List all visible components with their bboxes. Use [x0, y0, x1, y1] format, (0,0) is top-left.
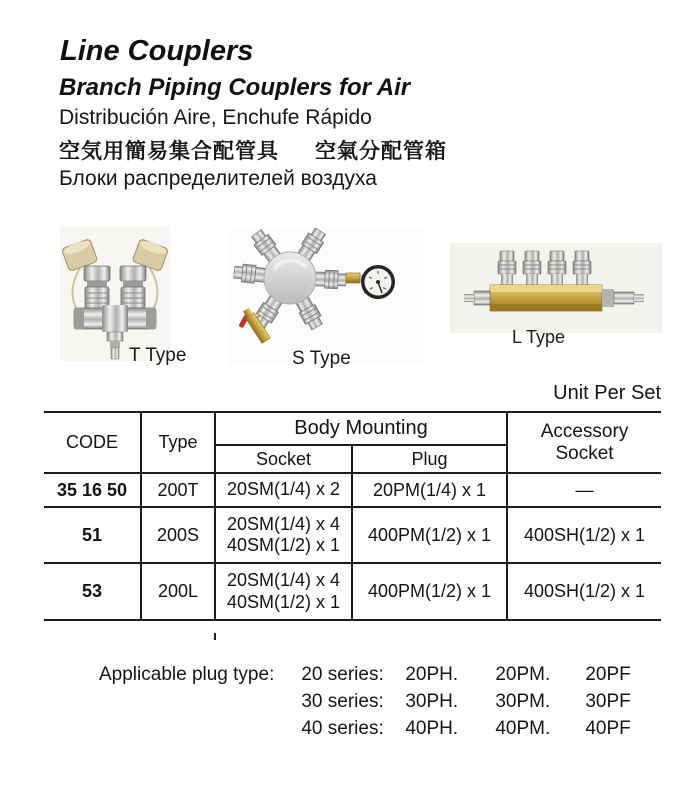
s-type-caption: S Type: [292, 348, 351, 369]
manifold-bar: [490, 285, 602, 311]
socket-cell: [215, 473, 352, 507]
t-type-image: [60, 226, 170, 361]
subtitle-japanese: 空気用簡易集合配管具: [59, 140, 279, 163]
scan-artifact-line: [214, 633, 216, 640]
socket-column-header: Socket: [215, 445, 352, 473]
code-cell: 51: [44, 507, 141, 563]
plug-cell: 400PM(1/2) x 1: [352, 563, 507, 620]
type-cell: 200S: [141, 507, 215, 563]
accessory-cell: 400SH(1/2) x 1: [507, 563, 661, 620]
plug-cell: 400PM(1/2) x 1: [352, 507, 507, 563]
type-column-header: Type: [141, 412, 215, 473]
plug-series-row: [301, 715, 630, 742]
socket-cell: [215, 507, 352, 563]
accessory-header-line2: Socket: [555, 442, 614, 464]
unit-per-set-note: Unit Per Set: [553, 382, 661, 404]
plug-type: 30PF: [585, 691, 631, 712]
t-body: [74, 305, 156, 332]
plug-type: 20PH.: [405, 664, 459, 685]
accessory-cell: 400SH(1/2) x 1: [507, 507, 661, 563]
plug-series-row: [301, 661, 630, 688]
plug-cell: 20PM(1/4) x 1: [352, 473, 507, 507]
code-cell: 53: [44, 563, 141, 620]
subtitle-cjk: [59, 135, 447, 165]
socket-coupler-right: [120, 266, 146, 308]
socket-line1: 20SM(1/4) x 4: [226, 570, 341, 591]
subtitle-russian: Блоки распределителей воздуха: [59, 167, 377, 190]
table-header-row: [44, 412, 661, 445]
t-type-caption: T Type: [129, 345, 187, 366]
page-title: Line Couplers: [60, 35, 254, 67]
table-row: [44, 507, 661, 563]
l-type-image: [450, 243, 662, 333]
type-cell: 200T: [141, 473, 215, 507]
socket-line2: 40SM(1/2) x 1: [226, 591, 341, 612]
l-type-caption: L Type: [512, 327, 566, 347]
subtitle-spanish: Distribución Aire, Enchufe Rápido: [59, 106, 372, 129]
accessory-header-line1: Accessory: [540, 421, 629, 443]
subtitle-chinese: 空氣分配管箱: [315, 140, 447, 163]
plug-type: 30PM.: [495, 691, 551, 712]
socket-cell: [215, 563, 352, 620]
series-label: 30 series:: [301, 691, 384, 712]
code-column-header: CODE: [44, 412, 141, 473]
series-label: 20 series:: [301, 664, 384, 685]
code-cell: 35 16 50: [44, 473, 141, 507]
plug-type: 40PF: [585, 718, 631, 739]
socket-line1: 20SM(1/4) x 2: [226, 479, 341, 500]
table-row: [44, 563, 661, 620]
accessory-socket-header: [507, 412, 661, 473]
plug-type: 30PH.: [405, 691, 459, 712]
applicable-plug-types: [99, 661, 631, 742]
series-label: 40 series:: [301, 718, 384, 739]
plug-column-header: Plug: [352, 445, 507, 473]
table-row: [44, 473, 661, 507]
accessory-cell: —: [507, 473, 661, 507]
socket-coupler-left: [84, 266, 110, 308]
plug-type: 40PH.: [405, 718, 459, 739]
body-mounting-header: Body Mounting: [215, 412, 507, 445]
plug-type: 20PM.: [495, 664, 551, 685]
plug-types-label: Applicable plug type:: [99, 664, 275, 685]
plug-type: 20PF: [585, 664, 631, 685]
spec-table: [44, 411, 661, 621]
s-type-image: [228, 228, 424, 366]
plug-series-row: [301, 688, 630, 715]
page-subtitle: Branch Piping Couplers for Air: [59, 74, 411, 101]
socket-line1: 20SM(1/4) x 4: [226, 513, 341, 534]
socket-line2: 40SM(1/2) x 1: [226, 535, 341, 555]
plug-type: 40PM.: [495, 718, 551, 739]
type-cell: 200L: [141, 563, 215, 620]
